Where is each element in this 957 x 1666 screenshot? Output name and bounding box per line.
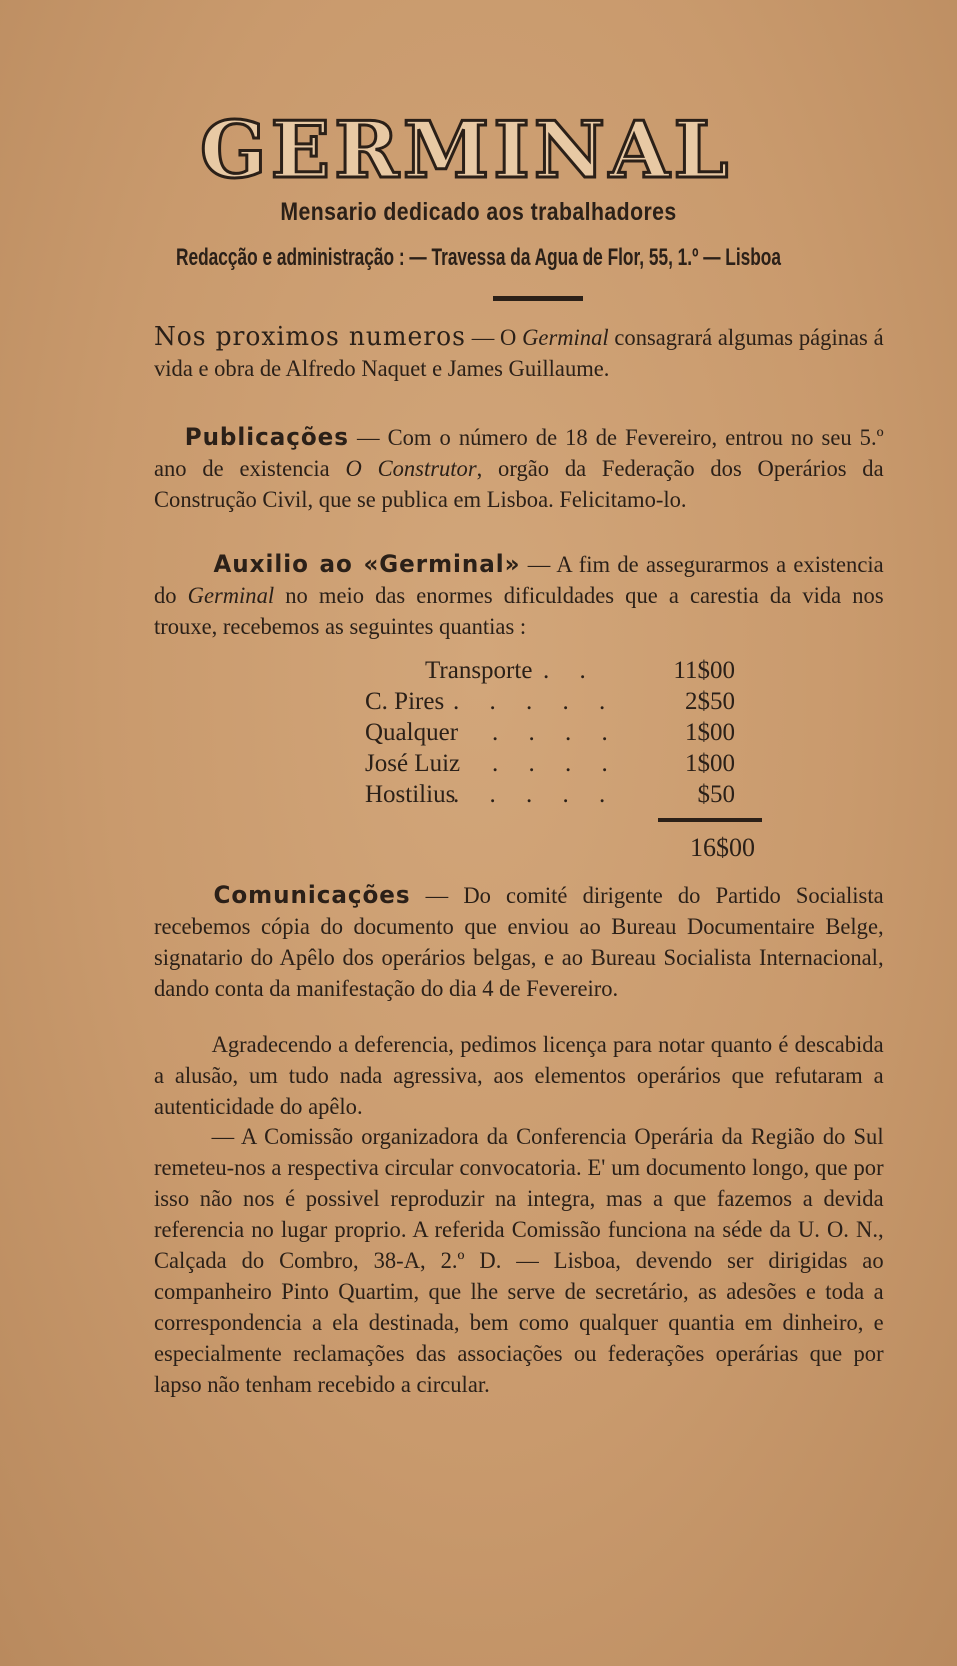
article-comunicacoes — [154, 880, 884, 1005]
ledger-row-name: José Luiz — [365, 750, 461, 777]
masthead-title: GERMINAL — [200, 105, 733, 196]
article-proximos-title: Germinal — [522, 325, 609, 351]
ledger-row-dots: . . . . — [492, 719, 620, 746]
masthead-subtitle: Mensario dedicado aos trabalhadores — [280, 198, 677, 226]
article-publicacoes — [154, 422, 884, 516]
article-comunicacoes-p2: Agradecendo a deferencia, pedimos licença para notar quanto é descabida a alusão, um tudo nada agressiva, aos elementos operários que refutaram a autenticidade do apêlo. — [154, 1032, 884, 1120]
ledger-row-amount: 1$00 — [685, 750, 735, 777]
article-auxilio-title: Germinal — [187, 583, 275, 609]
article-proximos-text-before: — O — [465, 325, 523, 351]
article-auxilio-lead: Auxilio ao «Germinal» — [213, 550, 521, 578]
ledger-total: 16$00 — [690, 833, 755, 862]
article-auxilio-text-after: no meio das enormes dificuldades que a carestia da vida nos trouxe, recebemos as seguintes quantias : — [154, 583, 884, 640]
ledger-row-name: Qualquer — [365, 719, 459, 746]
ledger-row-name: C. Pires — [365, 688, 445, 715]
ledger-row-amount: $50 — [697, 781, 735, 808]
ledger-row-dots: . . . . . — [453, 781, 618, 808]
ledger-row-amount: 2$50 — [685, 688, 735, 715]
ledger-row-amount: 1$00 — [685, 719, 735, 746]
ledger-row — [365, 686, 745, 717]
article-proximos-lead: Nos proximos numeros — [154, 322, 466, 352]
article-proximos-text-after: consagrará algumas páginas á vida e obra de Alfredo Naquet e James Guillaume. — [154, 325, 884, 382]
article-auxilio-text-before: — A fim de assegurarmos a existencia do — [154, 552, 884, 609]
ledger-row — [365, 779, 745, 810]
header-divider — [493, 296, 583, 301]
ledger-row — [365, 717, 745, 748]
ledger-total-rule — [658, 818, 762, 822]
article-comunicacoes-p1: — Do comité dirigente do Partido Socialista recebemos cópia do documento que enviou ao Bureau Documentaire Belge, signatario do Apêlo dos operários belgas, e ao Bureau Socialista Internacional, dando conta da manifestação do dia 4 de Fevereiro. — [154, 883, 884, 1002]
article-proximos — [154, 322, 884, 385]
article-publicacoes-text-after: , orgão da Federação dos Operários da Construção Civil, que se publica em Lisboa. Felicitamo-lo. — [154, 456, 884, 513]
ledger-row-dots: . . — [543, 657, 598, 684]
ledger-row-name: Hostilius — [365, 781, 456, 808]
article-comunicacoes-p3: — A Comissão organizadora da Conferencia Operária da Região do Sul remeteu-nos a respectiva circular convocatoria. E' um documento longo, que por isso não nos é possivel reproduzir na integra, mas a que fazemos a devida referencia no lugar proprio. A referida Comissão funciona na séde da U. O. N., Calçada do Combro, 38-A, 2.º D. — Lisboa, devendo ser dirigidas ao companheiro Pinto Quartim, que lhe serve de secretário, as adesões e toda a correspondencia a ela destinada, bem como qualquer quantia em dinheiro, e especialmente reclamações das associações ou federações operárias que por lapso não tenham recebido a circular. — [154, 1124, 884, 1398]
article-publicacoes-lead: Publicações — [184, 423, 349, 451]
ledger-row-name: Transporte — [425, 657, 533, 684]
ledger-row-dots: . . . . — [492, 750, 620, 777]
donations-ledger — [365, 655, 745, 810]
article-comunicacoes-lead: Comunicações — [213, 881, 411, 909]
masthead-address: Redacção e administração : — Travessa da Agua de Flor, 55, 1.º — Lisboa — [176, 244, 781, 271]
article-publicacoes-text-before: — Com o número de 18 de Fevereiro, entrou no seu 5.º ano de existencia — [154, 425, 884, 482]
ledger-row-dots: . . . . . — [453, 688, 618, 715]
article-publicacoes-title: O Construtor — [345, 456, 477, 482]
article-auxilio — [154, 549, 884, 643]
ledger-row-amount: 11$00 — [673, 657, 735, 684]
ledger-row — [365, 655, 745, 686]
ledger-row — [365, 748, 745, 779]
